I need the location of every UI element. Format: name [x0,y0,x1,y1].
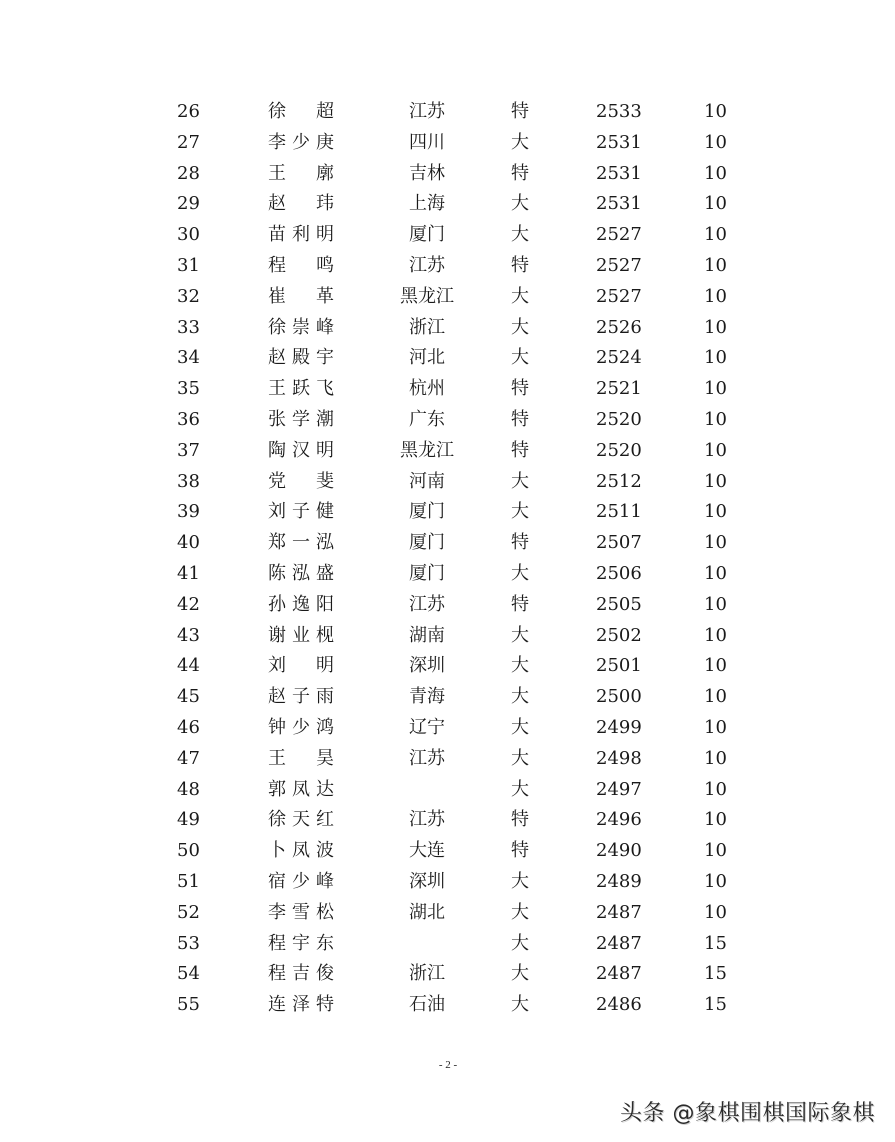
player-name: 程宇东 [268,932,334,954]
title: 大 [511,778,529,800]
table-row [0,313,895,344]
region: 河南 [409,470,445,492]
table-row [0,898,895,929]
k-factor: 10 [704,870,727,892]
rating: 2533 [596,101,642,122]
title: 大 [511,963,529,985]
table-row [0,559,895,590]
k-factor: 10 [704,439,727,461]
title: 大 [511,562,529,584]
rating: 2531 [596,162,642,184]
region: 厦门 [409,501,445,523]
rating: 2527 [596,254,642,276]
rank: 28 [177,162,200,184]
rating: 2512 [596,470,642,492]
table-row [0,251,895,282]
rank: 34 [177,347,200,369]
k-factor: 10 [704,378,727,400]
rating: 2487 [596,963,642,985]
region: 江苏 [409,809,445,831]
player-name: 宿少峰 [268,870,334,892]
watermark: 头条 @象棋围棋国际象棋 [620,1101,875,1126]
k-factor: 10 [704,470,727,492]
rating: 2486 [596,994,642,1016]
table-row [0,128,895,159]
table-row [0,405,895,436]
rank: 31 [177,254,200,276]
k-factor: 10 [704,224,727,246]
player-name: 郭凤达 [268,778,334,800]
region: 吉林 [409,162,445,184]
player-name: 王跃飞 [268,378,334,400]
region: 辽宁 [409,716,445,738]
title: 大 [511,870,529,892]
region: 湖南 [409,624,445,646]
region: 江苏 [409,747,445,769]
rating-list [0,97,895,1021]
rating: 2527 [596,224,642,246]
player-name: 陶汉明 [268,439,334,461]
k-factor: 10 [704,686,727,708]
table-row [0,929,895,960]
region: 广东 [409,408,445,430]
rating: 2507 [596,532,642,554]
title: 特 [511,809,529,831]
rank: 38 [177,470,200,492]
k-factor: 10 [704,747,727,769]
player-name: 徐天红 [268,809,334,831]
table-row [0,959,895,990]
rating: 2506 [596,562,642,584]
region: 厦门 [409,532,445,554]
title: 特 [511,593,529,615]
player-name: 陈泓盛 [268,562,334,584]
region: 湖北 [409,901,445,923]
rank: 50 [177,840,200,862]
title: 大 [511,655,529,677]
table-row [0,97,895,128]
region: 黑龙江 [400,285,454,307]
rank: 48 [177,778,200,800]
region: 河北 [409,347,445,369]
table-row [0,374,895,405]
region: 浙江 [409,963,445,985]
player-name: 程 鸣 [268,254,334,276]
title: 特 [511,408,529,430]
player-name: 连泽特 [268,994,334,1016]
table-row [0,867,895,898]
k-factor: 10 [704,408,727,430]
rating: 2496 [596,809,642,831]
title: 大 [511,747,529,769]
table-row [0,805,895,836]
rank: 29 [177,193,200,215]
player-name: 赵 玮 [268,193,334,215]
rank: 43 [177,624,200,646]
rank: 47 [177,747,200,769]
rating: 2487 [596,901,642,923]
player-name: 孙逸阳 [268,593,334,615]
region: 杭州 [409,378,445,400]
region: 黑龙江 [400,439,454,461]
title: 特 [511,101,529,122]
rank: 46 [177,716,200,738]
k-factor: 10 [704,562,727,584]
region: 上海 [409,193,445,215]
title: 大 [511,932,529,954]
rating: 2521 [596,378,642,400]
rating: 2531 [596,131,642,153]
rank: 41 [177,562,200,584]
region: 江苏 [409,593,445,615]
k-factor: 10 [704,131,727,153]
k-factor: 10 [704,778,727,800]
table-row [0,775,895,806]
player-name: 王 廓 [268,162,334,184]
k-factor: 10 [704,716,727,738]
rank: 37 [177,439,200,461]
rating: 2487 [596,932,642,954]
player-name: 徐崇峰 [268,316,334,338]
rank: 30 [177,224,200,246]
table-row [0,682,895,713]
title: 大 [511,131,529,153]
rank: 32 [177,285,200,307]
title: 大 [511,285,529,307]
player-name: 钟少鸿 [268,716,334,738]
table-row [0,189,895,220]
table-row [0,651,895,682]
player-name: 李雪松 [268,901,334,923]
region: 深圳 [409,655,445,677]
rating: 2500 [596,686,642,708]
table-row [0,282,895,313]
table-row [0,744,895,775]
table-row [0,836,895,867]
rank: 55 [177,994,200,1016]
rank: 39 [177,501,200,523]
table-row [0,220,895,251]
k-factor: 10 [704,655,727,677]
k-factor: 10 [704,532,727,554]
rank: 53 [177,932,200,954]
rating: 2498 [596,747,642,769]
player-name: 郑一泓 [268,532,334,554]
k-factor: 10 [704,624,727,646]
k-factor: 10 [704,347,727,369]
player-name: 徐 超 [268,101,334,122]
rank: 49 [177,809,200,831]
player-name: 赵子雨 [268,686,334,708]
region: 石油 [409,994,445,1016]
title: 大 [511,224,529,246]
k-factor: 15 [704,994,727,1016]
k-factor: 15 [704,932,727,954]
rank: 45 [177,686,200,708]
k-factor: 10 [704,162,727,184]
k-factor: 10 [704,285,727,307]
rating: 2501 [596,655,642,677]
region: 江苏 [409,254,445,276]
rank: 40 [177,532,200,554]
title: 大 [511,193,529,215]
k-factor: 10 [704,101,727,122]
rating: 2499 [596,716,642,738]
k-factor: 15 [704,963,727,985]
title: 特 [511,378,529,400]
table-row [0,343,895,374]
player-name: 党 斐 [268,470,334,492]
rank: 36 [177,408,200,430]
region: 深圳 [409,870,445,892]
region: 四川 [409,131,445,153]
rank: 42 [177,593,200,615]
title: 大 [511,901,529,923]
rating: 2531 [596,193,642,215]
player-name: 崔 革 [268,285,334,307]
table-row [0,713,895,744]
title: 特 [511,439,529,461]
rank: 26 [177,101,200,122]
region: 青海 [409,686,445,708]
title: 特 [511,532,529,554]
player-name: 赵殿宇 [268,347,334,369]
page-number: - 2 - [438,1059,458,1071]
table-row [0,990,895,1021]
title: 特 [511,840,529,862]
rank: 27 [177,131,200,153]
rating: 2520 [596,439,642,461]
region: 厦门 [409,224,445,246]
table-row [0,528,895,559]
rank: 33 [177,316,200,338]
rating: 2527 [596,285,642,307]
k-factor: 10 [704,501,727,523]
title: 大 [511,501,529,523]
title: 大 [511,686,529,708]
rank: 44 [177,655,200,677]
player-name: 刘子健 [268,501,334,523]
rating: 2497 [596,778,642,800]
player-name: 谢业枧 [268,624,334,646]
table-row [0,467,895,498]
rating: 2502 [596,624,642,646]
region: 江苏 [409,101,445,122]
title: 大 [511,470,529,492]
rank: 52 [177,901,200,923]
table-row [0,590,895,621]
k-factor: 10 [704,193,727,215]
k-factor: 10 [704,809,727,831]
player-name: 张学潮 [268,408,334,430]
k-factor: 10 [704,316,727,338]
player-name: 程吉俊 [268,963,334,985]
k-factor: 10 [704,840,727,862]
k-factor: 10 [704,901,727,923]
title: 特 [511,162,529,184]
rating: 2505 [596,593,642,615]
rating: 2489 [596,870,642,892]
rating: 2520 [596,408,642,430]
table-row [0,497,895,528]
region: 大连 [409,840,445,862]
title: 大 [511,716,529,738]
title: 特 [511,254,529,276]
k-factor: 10 [704,254,727,276]
title: 大 [511,624,529,646]
rank: 35 [177,378,200,400]
player-name: 卜凤波 [268,840,334,862]
region: 厦门 [409,562,445,584]
rating: 2490 [596,840,642,862]
rating: 2524 [596,347,642,369]
rank: 54 [177,963,200,985]
table-row [0,621,895,652]
rating: 2526 [596,316,642,338]
player-name: 王 昊 [268,747,334,769]
table-row [0,159,895,190]
player-name: 李少庚 [268,131,334,153]
rank: 51 [177,870,200,892]
table-row [0,436,895,467]
k-factor: 10 [704,593,727,615]
title: 大 [511,316,529,338]
player-name: 刘 明 [268,655,334,677]
title: 大 [511,994,529,1016]
region: 浙江 [409,316,445,338]
player-name: 苗利明 [268,224,334,246]
title: 大 [511,347,529,369]
rating: 2511 [596,501,642,523]
